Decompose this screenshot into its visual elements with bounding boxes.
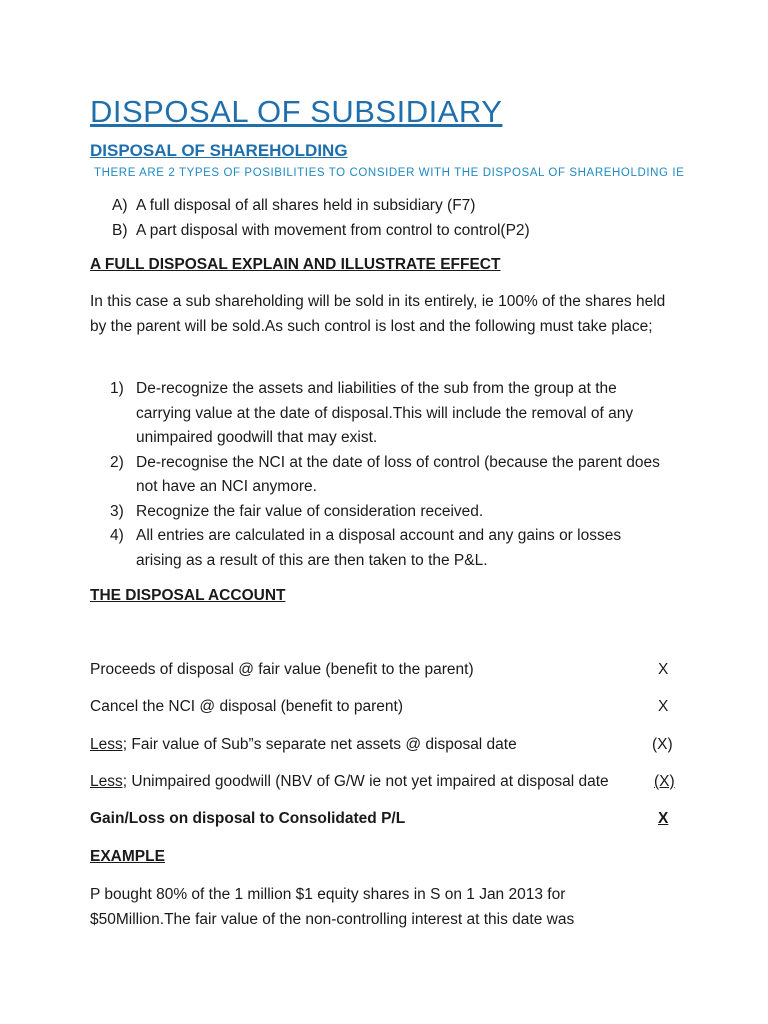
account-row-prefix: Less;: [90, 736, 128, 753]
account-row-label: Less; Fair value of Sub”s separate net assets @ disposal date: [90, 736, 517, 753]
example-heading: EXAMPLE: [90, 848, 165, 865]
list-marker: B): [112, 221, 128, 239]
list-marker: 4): [110, 527, 124, 544]
list-item-text: De-recognize the assets and liabilities of the sub from the group at the carrying value at the date of disposal.This will include the removal of any unimpaired goodwill that may exist.: [136, 380, 634, 446]
account-row-amount: (X): [652, 736, 673, 753]
list-marker: A): [112, 197, 128, 214]
list-item-text: De-recognise the NCI at the date of loss of control (because the parent does not have an NCI anymore.: [136, 453, 660, 495]
full-disposal-heading: A FULL DISPOSAL EXPLAIN AND ILLUSTRATE EFFECT: [90, 256, 501, 273]
account-row-prefix: Less;: [90, 773, 128, 790]
list-marker: 1): [110, 380, 124, 397]
full-disposal-paragraph: In this case a sub shareholding will be sold in its entirely, ie 100% of the shares held by the parent will be sold.As such control is lost and the following must take place;: [90, 293, 666, 335]
list-item-text: Recognize the fair value of consideration received.: [136, 502, 484, 520]
list-item: [90, 524, 660, 573]
intro-line: THERE ARE 2 TYPES OF POSIBILITIES TO CONSIDER WITH THE DISPOSAL OF SHAREHOLDING IE: [94, 167, 685, 179]
list-item-text: A full disposal of all shares held in subsidiary (F7): [136, 197, 476, 214]
steps-list: [90, 377, 660, 573]
disposal-types-list: [90, 194, 530, 243]
page-title: DISPOSAL OF SUBSIDIARY: [90, 94, 503, 129]
account-row-label: Gain/Loss on disposal to Consolidated P/L: [90, 810, 406, 827]
account-row-label: Cancel the NCI @ disposal (benefit to parent): [90, 698, 403, 715]
list-item: [90, 219, 530, 244]
list-item-text: All entries are calculated in a disposal account and any gains or losses arising as a result of this are then taken to the P&L.: [136, 527, 622, 569]
disposal-account-heading: THE DISPOSAL ACCOUNT: [90, 587, 286, 604]
list-marker: 3): [110, 502, 124, 520]
list-item: [90, 377, 660, 451]
section-subtitle: DISPOSAL OF SHAREHOLDING: [90, 141, 348, 160]
account-row-label: Less; Unimpaired goodwill (NBV of G/W ie not yet impaired at disposal date: [90, 773, 609, 790]
account-row-amount: (X): [654, 773, 675, 790]
list-marker: 2): [110, 453, 124, 471]
list-item-text: A part disposal with movement from control to control(P2): [136, 221, 530, 239]
account-row-amount: X: [658, 661, 669, 678]
list-item: [90, 194, 530, 219]
list-item: [90, 500, 660, 525]
account-row-amount: X: [658, 810, 669, 827]
list-item: [90, 451, 660, 500]
example-text: P bought 80% of the 1 million $1 equity shares in S on 1 Jan 2013 for $50Million.The fair value of the non-controlling interest at this date was: [90, 886, 575, 928]
account-row-amount: X: [658, 698, 669, 715]
account-row-label: Proceeds of disposal @ fair value (benefit to the parent): [90, 661, 474, 678]
